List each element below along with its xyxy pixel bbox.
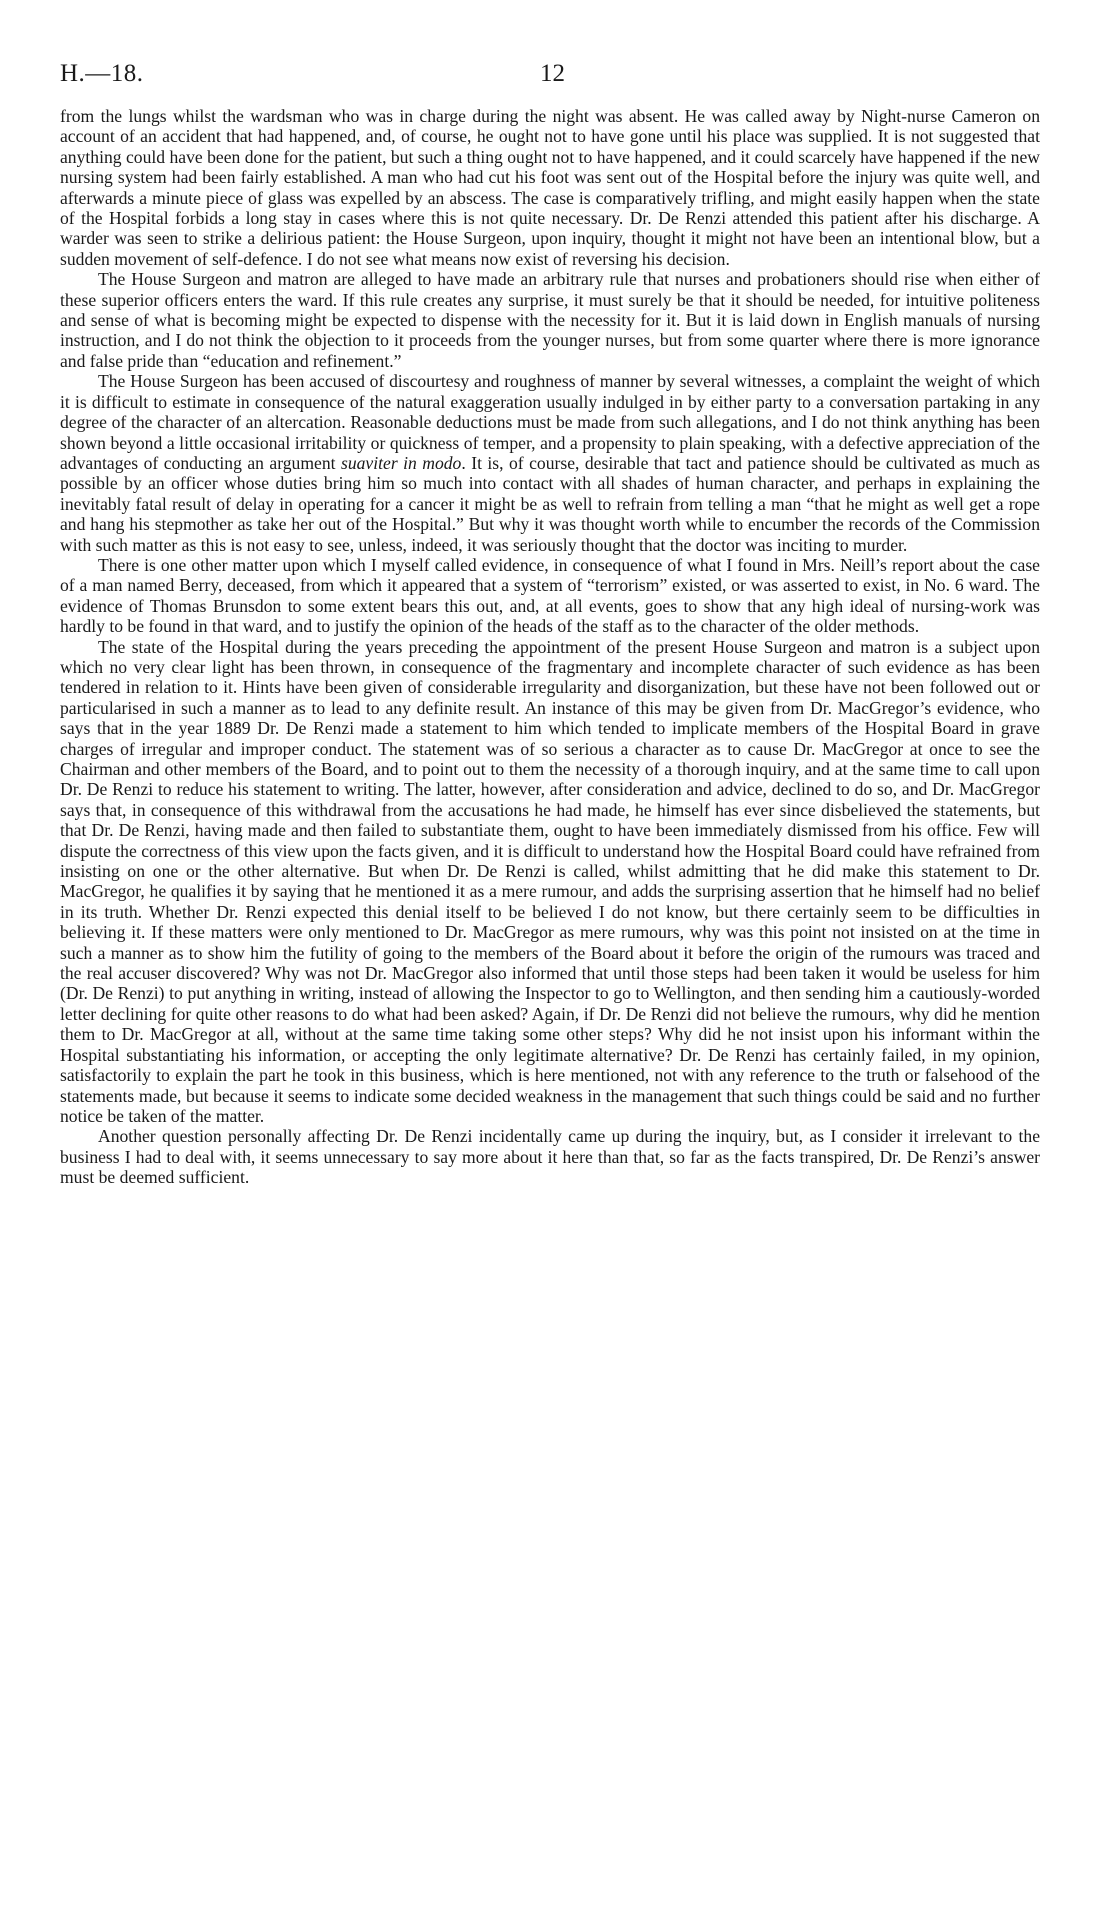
paragraph-hospital-state: The state of the Hospital during the years preceding the appointment of the present House Surgeon and matron is a subject upon which no very clear light has been thrown, in consequence of the fragmentary and incomplete character of such evidence as has been tendered in relation to it. Hints have been given of considerable irregularity and disorganization, but these have not been followed out or particularised in such a manner as to lead to any definite result. An instance of this may be given from Dr. MacGregor’s evidence, who says that in the year 1889 Dr. De Renzi made a statement to him which tended to implicate members of the Hospital Board in grave charges of irregular and improper conduct. The statement was of so serious a character as to cause Dr. MacGregor at once to see the Chairman and other members of the Board, and to point out to them the necessity of a thorough inquiry, and at the same time to call upon Dr. De Renzi to reduce his statement to writing. The latter, however, after consideration and advice, declined to do so, and Dr. MacGregor says that, in consequence of this withdrawal from the accusations he had made, he himself has ever since disbelieved the statements, but that Dr. De Renzi, having made and then failed to substantiate them, ought to have been immediately dismissed from his office. Few will dispute the correctness of this view upon the facts given, and it is difficult to understand how the Hospital Board could have refrained from insisting on one or the other alternative. But when Dr. De Renzi is called, whilst admitting that he did make this statement to Dr. MacGregor, he qualifies it by saying that he mentioned it as a mere rumour, and adds the surprising assertion that he himself had no belief in its truth. Whether Dr. Renzi expected this denial itself to be believed I do not know, but there certainly seem to be difficulties in believing it. If these matters were only mentioned to Dr. MacGregor as mere rumours, why was this point not insisted on at the time in such a manner as to show him the futility of going to the members of the Board about it before the origin of the rumours was traced and the real accuser discovered? Why was not Dr. MacGregor also informed that until those steps had been taken it would be useless for him (Dr. De Renzi) to put anything in writing, instead of allowing the Inspector to go to Wellington, and then sending him a cautiously-worded letter declining for quite other reasons to do what had been asked? Again, if Dr. De Renzi did not believe the rumours, why did he mention them to Dr. MacGregor at all, without at the same time taking some other steps? Why did he not insist upon his informant within the Hospital substantiating his information, or accepting the only legitimate alternative? Dr. De Renzi has certainly failed, in my opinion, satisfactorily to explain the part he took in this business, which is here mentioned, not with any reference to the truth or falsehood of the statements made, but because it seems to indicate some decided weakness in the management that such things could be said and no further notice be taken of the matter. [60,636,1040,1126]
paragraph-other-question: Another question personally affecting Dr. De Renzi incidentally came up during the inquiry, but, as I consider it irrelevant to the business I had to deal with, it seems unnecessary to say more about it here than that, so far as the facts transpired, Dr. De Renzi’s answer must be deemed sufficient. [60,1126,1040,1188]
paragraph-rising-rule: The House Surgeon and matron are alleged to have made an arbitrary rule that nurses and probationers should rise when either of these superior officers enters the ward. If this rule creates any surprise, it must surely be that it should be needed, for intuitive politeness and sense of what is becoming might be expected to dispense with the necessity for it. But it is laid down in English manuals of nursing instruction, and I do not think the objection to it proceeds from the younger nurses, but from some quarter where there is more ignorance and false pride than “education and refinement.” [60,269,1040,371]
paragraph-discourtesy-part-2: . It is, of course, desirable that tact and patience should be cultivated as much as possible by an officer whose duties bring him so much into contact with all shades of human character, and perhaps in explaining the inevitably fatal result of delay in operating for a cancer it might be as well to refrain from telling a man “that he might as well get a rope and hang his stepmother as take her out of the Hospital.” But why it was thought worth while to encumber the records of the Commission with such matter as this is not easy to see, unless, indeed, it was seriously thought that the doctor was inciting to murder. [60,452,1040,555]
document-page [60,60,1040,1188]
paragraph-discourtesy-part-1: The House Surgeon has been accused of discourtesy and roughness of manner by several witnesses, a complaint the weight of which it is difficult to estimate in consequence of the natural exaggeration usually indulged in by either party to a conversation partaking in any degree of the character of an altercation. Reasonable deductions must be made from such allegations, and I do not think anything has been shown beyond a little occasional irritability or quickness of temper, and a propensity to plain speaking, with a defective appreciation of the advantages of conducting an argument [60,371,1040,473]
page-header [60,60,1040,98]
latin-phrase: suaviter in modo [340,452,462,473]
paragraph-discourtesy [60,371,1040,555]
paragraph-terrorism: There is one other matter upon which I myself called evidence, in consequence of what I found in Mrs. Neill’s report about the case of a man named Berry, deceased, from which it appeared that a system of “terrorism” existed, or was asserted to exist, in No. 6 ward. The evidence of Thomas Brunsdon to some extent bears this out, and, at all events, goes to show that any high ideal of nursing-work was hardly to be found in that ward, and to justify the opinion of the heads of the staff as to the character of the older methods. [60,554,1040,637]
body-text [60,106,1040,1188]
document-reference: H.—18. [60,60,144,87]
paragraph-continued: from the lungs whilst the wardsman who was in charge during the night was absent. He was called away by Night-nurse Cameron on account of an accident that had happened, and, of course, he ought not to have gone until his place was supplied. It is not suggested that anything could have been done for the patient, but such a thing ought not to have happened, and it could scarcely have happened if the new nursing system had been fairly established. A man who had cut his foot was sent out of the Hospital before the injury was quite well, and afterwards a minute piece of glass was expelled by an abscess. The case is comparatively trifling, and might easily happen when the state of the Hospital forbids a long stay in cases where this is not quite necessary. Dr. De Renzi attended this patient after his discharge. A warder was seen to strike a delirious patient: the House Surgeon, upon inquiry, thought it might not have been an intentional blow, but a sudden movement of self-defence. I do not see what means now exist of reversing his decision. [60,106,1040,269]
page-number: 12 [540,60,565,87]
